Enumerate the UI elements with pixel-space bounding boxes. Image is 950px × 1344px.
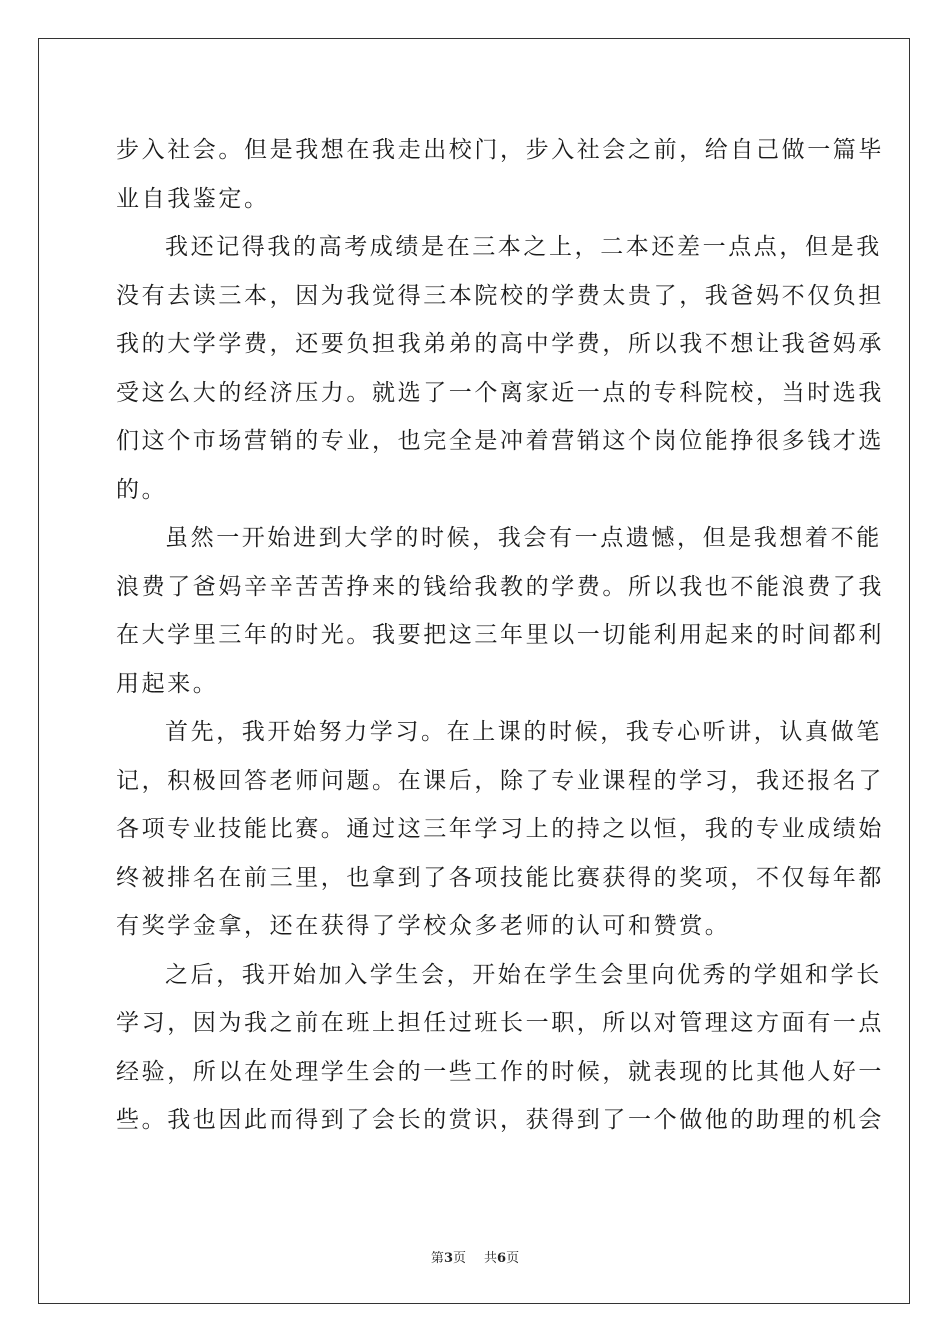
total-pages-suffix: 页 (506, 1251, 520, 1266)
page-number-prefix: 第 (430, 1251, 444, 1266)
text-line: 终被排名在前三里，也拿到了各项技能比赛获得的奖项，不仅每年都 (116, 864, 884, 891)
text-line: 们这个市场营销的专业，也完全是冲着营销这个岗位能挣很多钱才选 (116, 428, 884, 454)
paragraph-first-line: 虽然一开始进到大学的时候，我会有一点遗憾，但是我想着不能 (165, 525, 882, 551)
total-pages-prefix: 共 (484, 1251, 498, 1266)
text-line: 在大学里三年的时光。我要把这三年里以一切能利用起来的时间都利 (116, 622, 884, 648)
text-line: 各项专业技能比赛。通过这三年学习上的持之以恒，我的专业成绩始 (116, 816, 884, 842)
page-number-suffix: 页 (452, 1251, 466, 1266)
paragraph-first-line: 首先，我开始努力学习。在上课的时候，我专心听讲，认真做笔 (165, 719, 882, 745)
text-line: 的。 (116, 476, 168, 503)
text-line: 用起来。 (116, 670, 219, 697)
text-line: 记，积极回答老师问题。在课后，除了专业课程的学习，我还报名了 (116, 767, 884, 794)
total-pages-number: 6 (497, 1251, 507, 1266)
current-page-number: 3 (443, 1251, 453, 1266)
text-line: 些。我也因此而得到了会长的赏识，获得到了一个做他的助理的机会 (116, 1107, 884, 1133)
paragraph-first-line: 我还记得我的高考成绩是在三本之上，二本还差一点点，但是我 (165, 234, 882, 260)
text-line: 浪费了爸妈辛辛苦苦挣来的钱给我教的学费。所以我也不能浪费了我 (116, 573, 884, 600)
text-line: 我的大学学费，还要负担我弟弟的高中学费，所以我不想让我爸妈承 (116, 331, 884, 357)
text-line: 步入社会。但是我想在我走出校门，步入社会之前，给自己做一篇毕 (116, 137, 884, 163)
text-line: 业自我鉴定。 (116, 185, 270, 212)
paragraph-first-line: 之后，我开始加入学生会，开始在学生会里向优秀的学姐和学长 (165, 961, 882, 988)
text-line: 受这么大的经济压力。就选了一个离家近一点的专科院校，当时选我 (116, 379, 884, 406)
text-line: 经验，所以在处理学生会的一些工作的时候，就表现的比其他人好一 (116, 1058, 884, 1085)
text-line: 有奖学金拿，还在获得了学校众多老师的认可和赞赏。 (116, 913, 731, 939)
document-body (116, 126, 884, 1145)
text-line: 学习，因为我之前在班上担任过班长一职，所以对管理这方面有一点 (116, 1010, 884, 1036)
text-line: 没有去读三本，因为我觉得三本院校的学费太贵了，我爸妈不仅负担 (116, 282, 884, 309)
page-footer (0, 1247, 950, 1266)
